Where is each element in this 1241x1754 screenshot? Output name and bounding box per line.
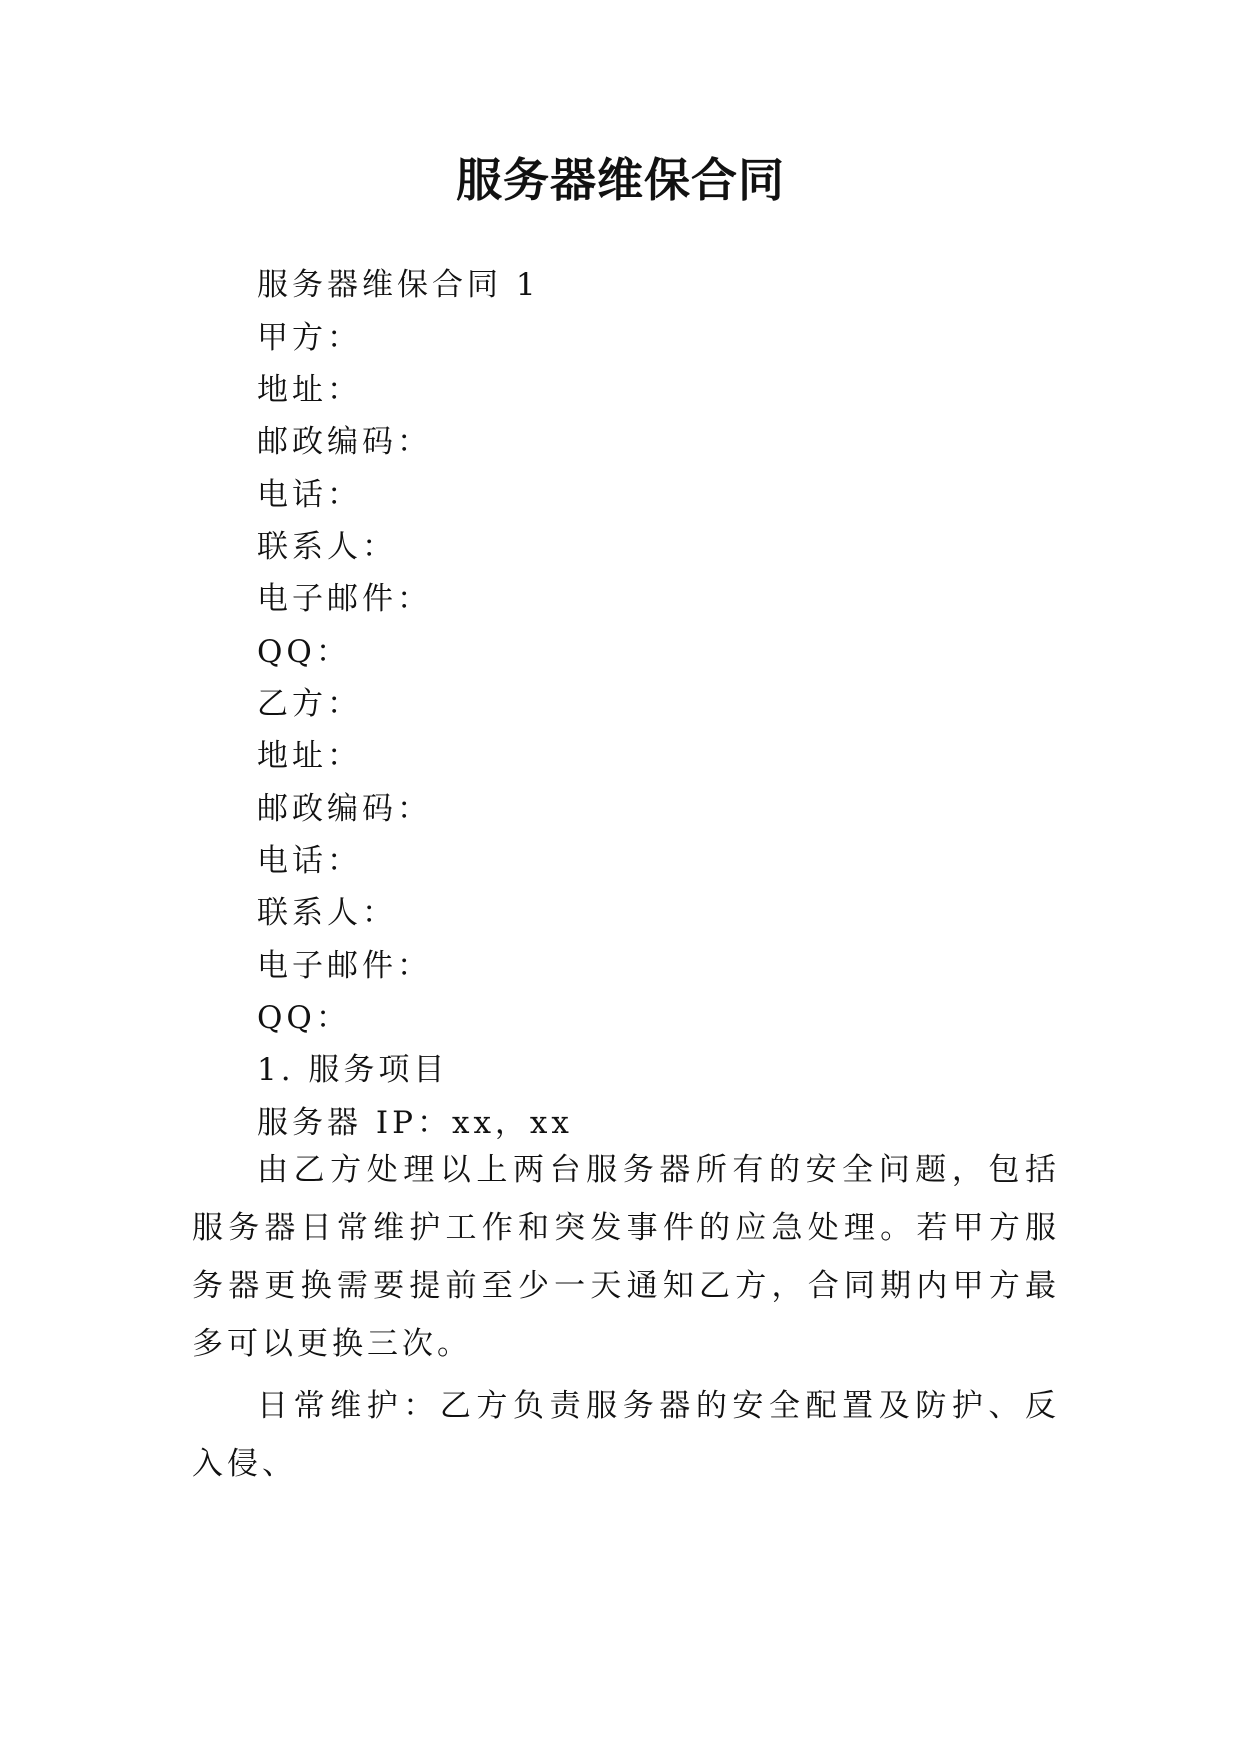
party-b-email-label: 电子邮件： bbox=[257, 948, 432, 984]
party-a-label: 甲方： bbox=[257, 320, 362, 356]
document-title: 服务器维保合同 bbox=[456, 153, 785, 207]
party-a-postcode-label: 邮政编码： bbox=[257, 424, 432, 460]
server-ip-line: 服务器 IP：xx，xx bbox=[257, 1105, 573, 1141]
party-a-contact-label: 联系人： bbox=[257, 529, 397, 565]
party-b-qq-label: QQ： bbox=[257, 1000, 351, 1036]
party-a-email-label: 电子邮件： bbox=[257, 581, 432, 617]
party-b-address-label: 地址： bbox=[257, 738, 362, 774]
party-b-contact-label: 联系人： bbox=[257, 895, 397, 931]
party-b-phone-label: 电话： bbox=[257, 843, 362, 879]
party-b-label: 乙方： bbox=[257, 686, 362, 722]
service-scope-paragraph: 由乙方处理以上两台服务器所有的安全问题，包括服务器日常维护工作和突发事件的应急处理。若甲方服务器更换需要提前至少一天通知乙方，合同期内甲方最多可以更换三次。 bbox=[192, 1152, 1060, 1362]
party-a-qq-label: QQ： bbox=[257, 634, 351, 670]
daily-maintenance-paragraph: 日常维护：乙方负责服务器的安全配置及防护、反入侵、 bbox=[192, 1388, 1060, 1482]
contract-subtitle: 服务器维保合同 1 bbox=[257, 267, 540, 303]
party-a-address-label: 地址： bbox=[257, 372, 362, 408]
party-b-postcode-label: 邮政编码： bbox=[257, 791, 432, 827]
party-a-phone-label: 电话： bbox=[257, 477, 362, 513]
section-heading-service-items: 1. 服务项目 bbox=[257, 1052, 449, 1088]
